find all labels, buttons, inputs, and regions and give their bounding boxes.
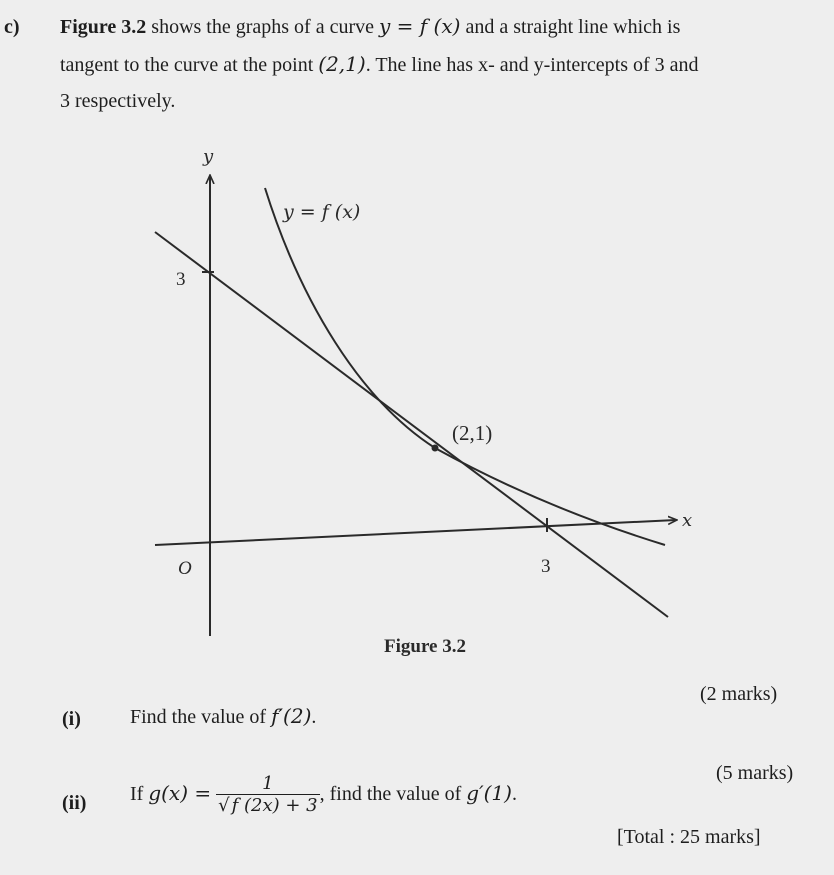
x-axis-label: x — [682, 510, 693, 531]
part-ii-lhs: g(x) = — [148, 781, 212, 806]
x-axis — [155, 520, 676, 545]
point-label: (2,1) — [452, 421, 493, 445]
tangent-point: (2,1) — [318, 52, 366, 76]
x-intercept-label: 3 — [541, 556, 551, 577]
part-i-text — [130, 704, 316, 729]
figure-reference: Figure 3.2 — [60, 16, 147, 38]
y-intercept-label: 3 — [176, 269, 186, 290]
intro-line-3: 3 respectively. — [60, 90, 176, 112]
part-ii-text — [130, 774, 517, 817]
part-i-text-b: . — [311, 706, 317, 728]
intro-text-1a: shows the graphs of a curve — [146, 16, 380, 38]
curve-f — [265, 188, 665, 545]
curve-equation: y = f (x) — [379, 14, 461, 38]
question-label: c) — [4, 16, 20, 38]
intro-text-2a: tangent to the curve at the point — [60, 54, 319, 76]
intro-text-1b: and a straight line which is — [460, 16, 681, 38]
y-axis-label: y — [203, 146, 214, 167]
origin-label: O — [178, 558, 192, 579]
part-ii-text-a: If — [130, 783, 149, 806]
part-i-number: (i) — [62, 708, 81, 730]
sqrt-radicand: f (2x) + 3 — [231, 795, 318, 816]
part-ii-math-b: g′(1) — [466, 781, 512, 806]
tangent-line — [155, 232, 668, 617]
figure-caption: Figure 3.2 — [384, 636, 466, 657]
intro-text-2b: . The line has x- and y-intercepts of 3 and — [365, 54, 699, 76]
part-ii-marks: (5 marks) — [716, 762, 794, 784]
part-ii-text-c: . — [511, 783, 517, 806]
part-ii-number: (ii) — [62, 792, 87, 814]
tangent-point-marker — [432, 445, 439, 452]
part-i-math: f′(2) — [271, 704, 312, 728]
fraction-numerator: 1 — [262, 773, 274, 794]
fraction-denominator: √ f (2x) + 3 — [218, 795, 318, 816]
part-i-text-a: Find the value of — [130, 706, 272, 728]
part-ii-text-b: , find the value of — [319, 783, 467, 806]
part-ii-fraction — [216, 774, 320, 817]
total-marks: [Total : 25 marks] — [617, 826, 761, 848]
curve-label: y = f (x) — [283, 201, 361, 223]
part-i-marks: (2 marks) — [700, 683, 778, 705]
